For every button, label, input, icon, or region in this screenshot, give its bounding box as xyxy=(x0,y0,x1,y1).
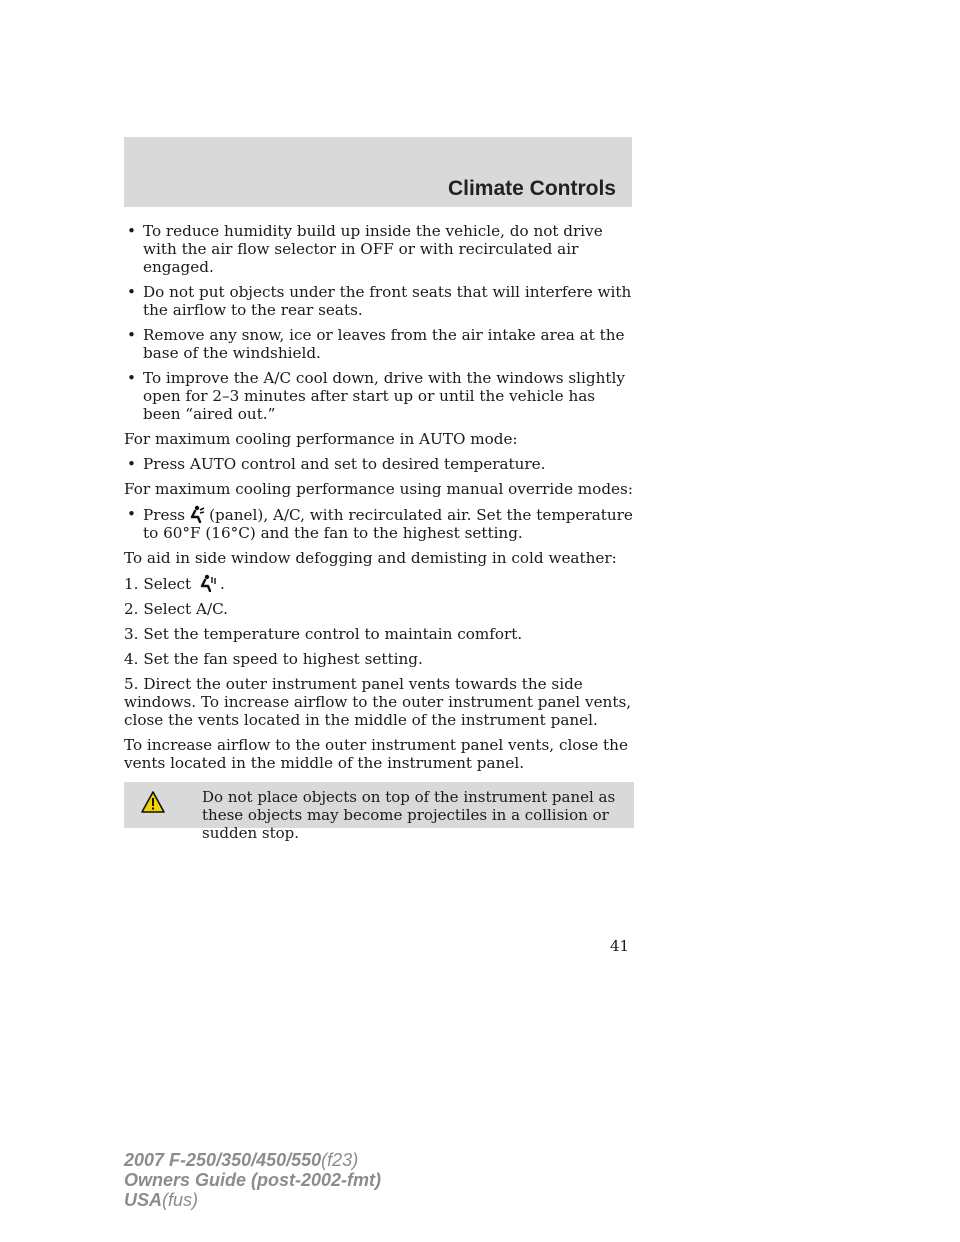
list-item-text: Remove any snow, ice or leaves from the air intake area at the base of the windshield. xyxy=(143,326,625,362)
list-item xyxy=(124,326,634,362)
footer-guide: Owners Guide (post-2002-fmt) xyxy=(124,1170,382,1190)
footer-line-3 xyxy=(124,1190,381,1210)
bullet-dot: • xyxy=(127,222,136,240)
page-content xyxy=(124,222,634,842)
page-number: 41 xyxy=(610,937,630,955)
bullet-dot: • xyxy=(127,283,136,301)
footer-model: 2007 F-250/350/450/550 xyxy=(124,1150,322,1170)
step-5: 5. Direct the outer instrument panel vents towards the side windows. To increase airflow to the outer instrument panel vents, close the vents located in the middle of the instrument panel. xyxy=(124,675,632,729)
warning-box xyxy=(124,782,634,842)
bullet-dot: • xyxy=(127,326,136,344)
manual-heading: For maximum cooling performance using manual override modes: xyxy=(124,480,633,498)
list-item-text: To improve the A/C cool down, drive with the windows slightly open for 2–3 minutes after start up or until the vehicle has been “aired out.” xyxy=(143,369,625,423)
document-footer xyxy=(124,1150,381,1210)
section-title: Climate Controls xyxy=(447,177,616,200)
defog-heading: To aid in side window defogging and demisting in cold weather: xyxy=(124,549,617,567)
footer-model-code: (f23) xyxy=(321,1150,359,1170)
list-item xyxy=(124,455,634,473)
warning-text: Do not place objects on top of the instrument panel as these objects may become projectiles in a collision or sudden stop. xyxy=(202,788,616,842)
list-item xyxy=(124,369,634,423)
step-4: 4. Set the fan speed to highest setting. xyxy=(124,650,423,668)
step-1-text: 1. Select xyxy=(124,575,192,593)
section-header xyxy=(124,137,632,207)
closing-paragraph: To increase airflow to the outer instrument panel vents, close the vents located in the middle of the instrument panel. xyxy=(124,736,628,772)
list-item-text: Press xyxy=(143,506,186,524)
step-3: 3. Set the temperature control to maintain comfort. xyxy=(124,625,523,643)
warning-triangle-icon xyxy=(141,791,165,817)
footer-market: USA xyxy=(124,1190,163,1210)
list-item xyxy=(124,505,634,542)
auto-heading: For maximum cooling performance in AUTO mode: xyxy=(124,430,518,448)
bullet-dot: • xyxy=(127,455,136,473)
panel-vent-icon xyxy=(186,505,206,523)
list-item-text: Press AUTO control and set to desired temperature. xyxy=(143,455,546,473)
footer-line-1 xyxy=(124,1150,381,1170)
footer-market-code: (fus) xyxy=(162,1190,199,1210)
footer-line-2 xyxy=(124,1170,381,1190)
list-item xyxy=(124,222,634,276)
list-item xyxy=(124,283,634,319)
step-2: 2. Select A/C. xyxy=(124,600,228,618)
step-1-suffix: . xyxy=(220,575,225,593)
step-1 xyxy=(124,574,634,593)
list-item-text: (panel), A/C, with recirculated air. Set the temperature to 60°F (16°C) and the fan to the highest setting. xyxy=(143,506,633,542)
floor-defrost-icon xyxy=(197,574,217,592)
bullet-dot: • xyxy=(127,369,136,387)
list-item-text: Do not put objects under the front seats that will interfere with the airflow to the rear seats. xyxy=(143,283,632,319)
bullet-dot: • xyxy=(127,505,136,523)
list-item-text: To reduce humidity build up inside the vehicle, do not drive with the air flow selector in OFF or with recirculated air engaged. xyxy=(143,222,603,276)
